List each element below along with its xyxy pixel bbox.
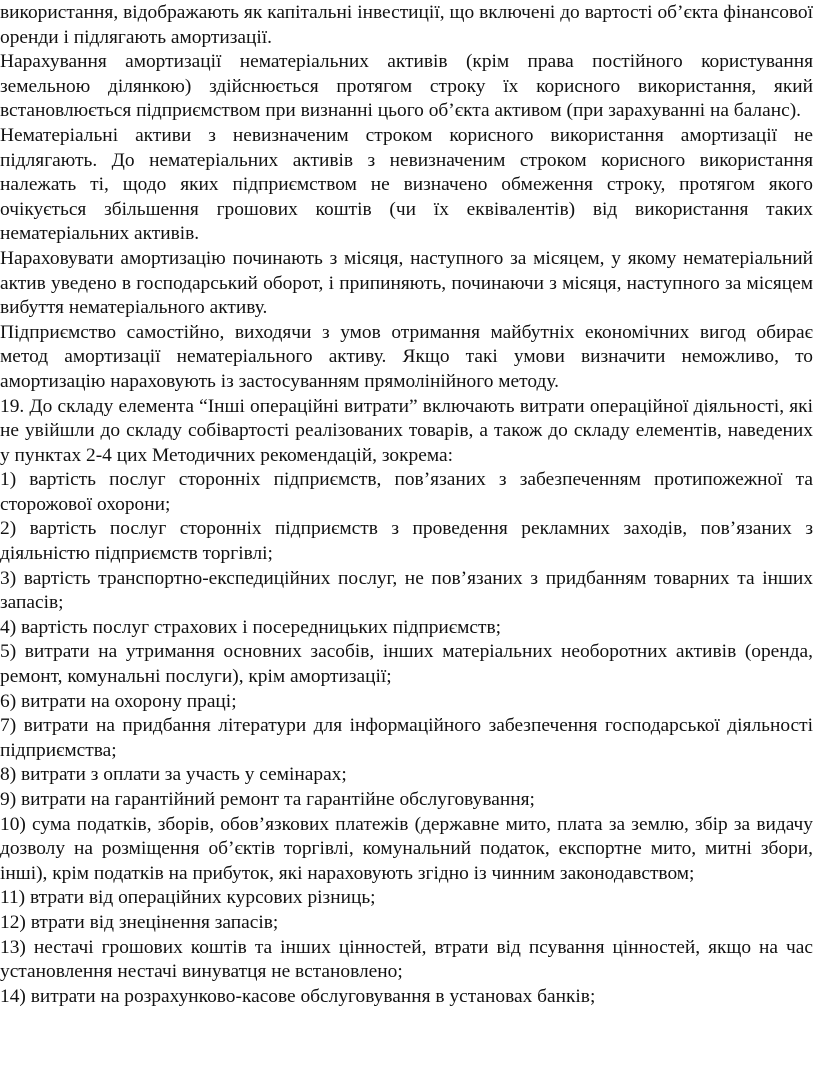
list-item-7: 7) витрати на придбання літератури для інформаційного забезпечення господарської діяльності підприємства; <box>0 715 813 761</box>
list-item-6: 6) витрати на охорону праці; <box>0 690 237 712</box>
paragraph-capital-investments: використання, відображають як капітальні інвестиції, що включені до вартості об’єкта фінансової оренди і підлягають амортизації. <box>0 2 813 48</box>
list-item-14: 14) витрати на розрахунково-касове обслуговування в установах банків; <box>0 985 596 1007</box>
paragraph-indefinite-useful-life: Нематеріальні активи з невизначеним строком корисного використання амортизації не підлягають. До нематеріальних активів з невизначеним строком корисного використання належать ті, щодо яких підприємством не визначено обмеження строку, протягом якого очікується збільшення грошових коштів (чи їх еквівалентів) від використання таких нематеріальних активів. <box>0 124 813 245</box>
list-item-4: 4) вартість послуг страхових і посередницьких підприємств; <box>0 616 502 638</box>
paragraph-item-19-intro: 19. До складу елемента “Інші операційні витрати” включають витрати операційної діяльності, які не увійшли до складу собівартості реалізованих товарів, а також до складу елементів, наведених у пунктах 2-4 цих Методичних рекомендацій, зокрема: <box>0 395 813 466</box>
list-item-1: 1) вартість послуг сторонніх підприємств, пов’язаних з забезпеченням протипожежної та сторожової охорони; <box>0 469 813 515</box>
list-item-8: 8) витрати з оплати за участь у семінарах; <box>0 764 347 786</box>
list-item-13: 13) нестачі грошових коштів та інших цінностей, втрати від псування цінностей, якщо на час установлення нестачі винуватця не встановлено; <box>0 936 813 983</box>
paragraph-amortization-start-stop: Нараховувати амортизацію починають з місяця, наступного за місяцем, у якому нематеріальний актив уведено в господарський оборот, і припиняють, починаючи з місяця, наступного за місяцем вибуття нематеріального активу. <box>0 247 813 319</box>
list-item-12: 12) втрати від знецінення запасів; <box>0 911 279 933</box>
list-item-3: 3) вартість транспортно-експедиційних послуг, не пов’язаних з придбанням товарних та інших запасів; <box>0 567 813 614</box>
list-item-11: 11) втрати від операційних курсових різниць; <box>0 887 376 909</box>
list-item-5: 5) витрати на утримання основних засобів, інших матеріальних необоротних активів (оренда, ремонт, комунальні послуги), крім амортизації; <box>0 641 813 688</box>
paragraph-amortization-method: Підприємство самостійно, виходячи з умов отримання майбутніх економічних вигод обирає метод амортизації нематеріального активу. Якщо такі умови визначити неможливо, то амортизацію нараховують із застосуванням прямолінійного методу. <box>0 321 813 392</box>
list-item-9: 9) витрати на гарантійний ремонт та гарантійне обслуговування; <box>0 789 535 810</box>
paragraph-intangible-amortization-period: Нарахування амортизації нематеріальних активів (крім права постійного користування земельною ділянкою) здійснюється протягом строку їх корисного використання, який встановлюється підприємством при визнанні цього об’єкта активом (при зарахуванні на баланс). <box>0 51 813 122</box>
list-item-10: 10) сума податків, зборів, обов’язкових платежів (державне мито, плата за землю, збір за видачу дозволу на розміщення об’єктів торгівлі, комунальний податок, експортне мито, митні збори, інші), крім податків на прибуток, які нараховують згідно із чинним законодавством; <box>0 813 813 884</box>
list-item-2: 2) вартість послуг сторонніх підприємств з проведення рекламних заходів, пов’язаних з діяльністю підприємств торгівлі; <box>0 518 813 565</box>
